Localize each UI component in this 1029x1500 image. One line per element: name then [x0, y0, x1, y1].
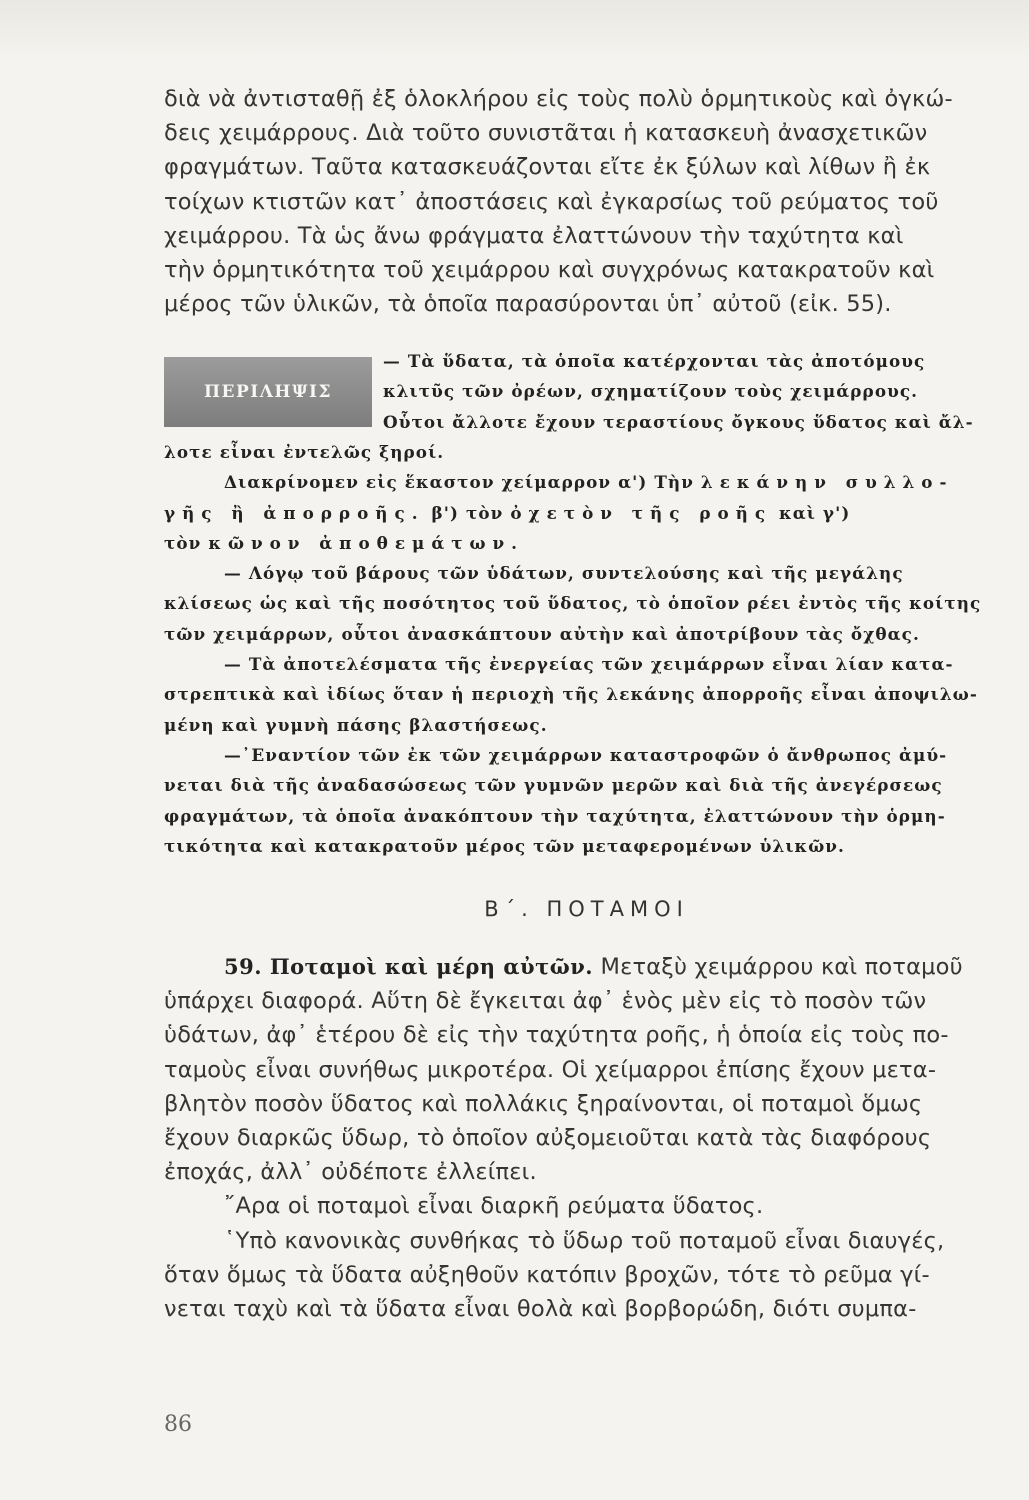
text-line: ῾Υπὸ κανονικὰς συνθήκας τὸ ὕδωρ τοῦ ποταμοῦ εἶναι διαυγές,	[224, 1227, 945, 1254]
summary-text: β') τὸν	[431, 502, 504, 523]
summary-line: τῶν χειμάρρων, οὗτοι ἀνασκάπτουν αὐτὴν καὶ ἀποτρίβουν τὰς ὄχθας.	[164, 623, 920, 644]
summary-line: στρεπτικὰ καὶ ἰδίως ὅταν ἡ περιοχὴ τῆς λεκάνης ἀπορροῆς εἶναι ἀποψιλω-	[164, 684, 978, 705]
text-line	[164, 950, 1009, 984]
text-line: φραγμάτων. Ταῦτα κατασκευάζονται εἴτε ἐκ ξύλων καὶ λίθων ἢ ἐκ	[164, 154, 931, 181]
summary-text: καὶ γ')	[779, 502, 851, 523]
summary-text: τὸν	[164, 532, 202, 553]
summary-line: τικότητα καὶ κατακρατοῦν μέρος τῶν μεταφερομένων ὑλικῶν.	[164, 835, 845, 856]
paragraph-heading: 59. Ποταμοὶ καὶ μέρη αὐτῶν.	[224, 954, 594, 979]
summary-line: φραγμάτων, τὰ ὁποῖα ἀνακόπτουν τὴν ταχύτητα, ἐλαττώνουν τὴν ὁρμη-	[164, 805, 946, 826]
text-line: δεις χειμάρρους. Διὰ τοῦτο συνιστᾶται ἡ κατασκευὴ ἀνασχετικῶν	[164, 120, 928, 147]
summary-term: κῶνον ἀποθεμάτων.	[208, 532, 525, 553]
text-line: ῎Αρα οἱ ποταμοὶ εἶναι διαρκῆ ρεύματα ὕδατος.	[224, 1193, 764, 1220]
summary-first-lines	[383, 346, 1009, 437]
summary-line	[164, 498, 1009, 528]
summary-line: κλιτῦς τῶν ὀρέων, σχηματίζουν τοὺς χειμάρρους.	[383, 381, 919, 402]
text-line: ταμοὺς εἶναι συνήθως μικροτέρα. Οἱ χείμαρροι ἐπίσης ἔχουν μετα-	[164, 1056, 937, 1083]
summary-line: κλίσεως ὡς καὶ τῆς ποσότητος τοῦ ὕδατος, τὸ ὁποῖον ρέει ἐντὸς τῆς κοίτης	[164, 593, 982, 614]
text-line: χειμάρρου. Τὰ ὡς ἄνω φράγματα ἐλαττώνουν τὴν ταχύτητα καὶ	[164, 222, 904, 249]
text-line: ἐποχάς, ἀλλ᾽ οὐδέποτε ἐλλείπει.	[164, 1159, 537, 1186]
text-line: ὑπάρχει διαφορά. Αὕτη δὲ ἔγκειται ἀφ᾽ ἑνὸς μὲν εἰς τὸ ποσὸν τῶν	[164, 988, 927, 1015]
text-line: τοίχων κτιστῶν κατ᾽ ἀποστάσεις καὶ ἐγκαρσίως τοῦ ρεύματος τοῦ	[164, 188, 939, 215]
summary-term: ὀχετὸν τῆς ροῆς	[510, 502, 773, 523]
text-line: μέρος τῶν ὑλικῶν, τὰ ὁποῖα παρασύρονται ὑπ᾽ αὐτοῦ (εἰκ. 55).	[164, 291, 892, 318]
summary-line: — Τὰ ὕδατα, τὰ ὁποῖα κατέρχονται τὰς ἀποτόμους	[383, 351, 926, 371]
summary-line	[164, 528, 1009, 558]
summary-line: Οὗτοι ἄλλοτε ἔχουν τεραστίους ὄγκους ὕδατος καὶ ἄλ-	[383, 411, 974, 432]
summary-line: —᾽Εναντίον τῶν ἐκ τῶν χειμάρρων καταστροφῶν ὁ ἄνθρωπος ἀμύ-	[224, 744, 948, 765]
page-top-shadow	[0, 0, 1029, 60]
text-line: ὅταν ὅμως τὰ ὕδατα αὐξηθοῦν κατόπιν βροχῶν, τότε τὸ ρεῦμα γί-	[164, 1261, 930, 1288]
summary-line	[164, 467, 1009, 497]
text-line: ἔχουν διαρκῶς ὕδωρ, τὸ ὁποῖον αὐξομειοῦται κατὰ τὰς διαφόρους	[164, 1125, 932, 1152]
section-body	[164, 950, 1009, 1326]
text-line: διὰ νὰ ἀντισταθῇ ἐξ ὁλοκλήρου εἰς τοὺς πολὺ ὁρμητικοὺς καὶ ὀγκώ-	[164, 86, 953, 112]
section-title: Β΄. ΠΟΤΑΜΟΙ	[484, 897, 689, 921]
summary-term: λεκάνην συλλο-	[700, 472, 954, 493]
page-number: 86	[164, 1412, 192, 1437]
summary-line: μένη καὶ γυμνὴ πάσης βλαστήσεως.	[164, 714, 548, 735]
summary-badge: ΠΕΡΙΛΗΨΙΣ	[164, 357, 372, 427]
summary-body	[164, 437, 1009, 861]
text-line: τὴν ὁρμητικότητα τοῦ χειμάρρου καὶ συγχρόνως κατακρατοῦν καὶ	[164, 257, 935, 284]
text-span: Μεταξὺ χειμάρρου καὶ ποταμοῦ	[600, 954, 963, 980]
summary-line: νεται διὰ τῆς ἀναδασώσεως τῶν γυμνῶν μερῶν καὶ διὰ τῆς ἀνεγέρσεως	[164, 775, 943, 796]
summary-line: λοτε εἶναι ἐντελῶς ξηροί.	[164, 442, 445, 462]
text-line: βλητὸν ποσὸν ὕδατος καὶ πολλάκις ξηραίνονται, οἱ ποταμοὶ ὅμως	[164, 1090, 923, 1117]
summary-line: — Λόγῳ τοῦ βάρους τῶν ὑδάτων, συντελούσης καὶ τῆς μεγάλης	[224, 563, 904, 584]
summary-line: — Τὰ ἀποτελέσματα τῆς ἐνεργείας τῶν χειμάρρων εἶναι λίαν κατα-	[224, 654, 954, 675]
summary-text: Διακρίνομεν εἰς ἕκαστον χείμαρρον α') Τὴν	[224, 472, 694, 493]
summary-term: γῆς ἢ ἀπορροῆς.	[164, 502, 425, 523]
intro-paragraph	[164, 82, 1009, 321]
text-line: νεται ταχὺ καὶ τὰ ὕδατα εἶναι θολὰ καὶ βορβορώδη, διότι συμπα-	[164, 1296, 917, 1323]
text-line: ὑδάτων, ἀφ᾽ ἑτέρου δὲ εἰς τὴν ταχύτητα ροῆς, ἡ ὁποία εἰς τοὺς πο-	[164, 1022, 949, 1049]
